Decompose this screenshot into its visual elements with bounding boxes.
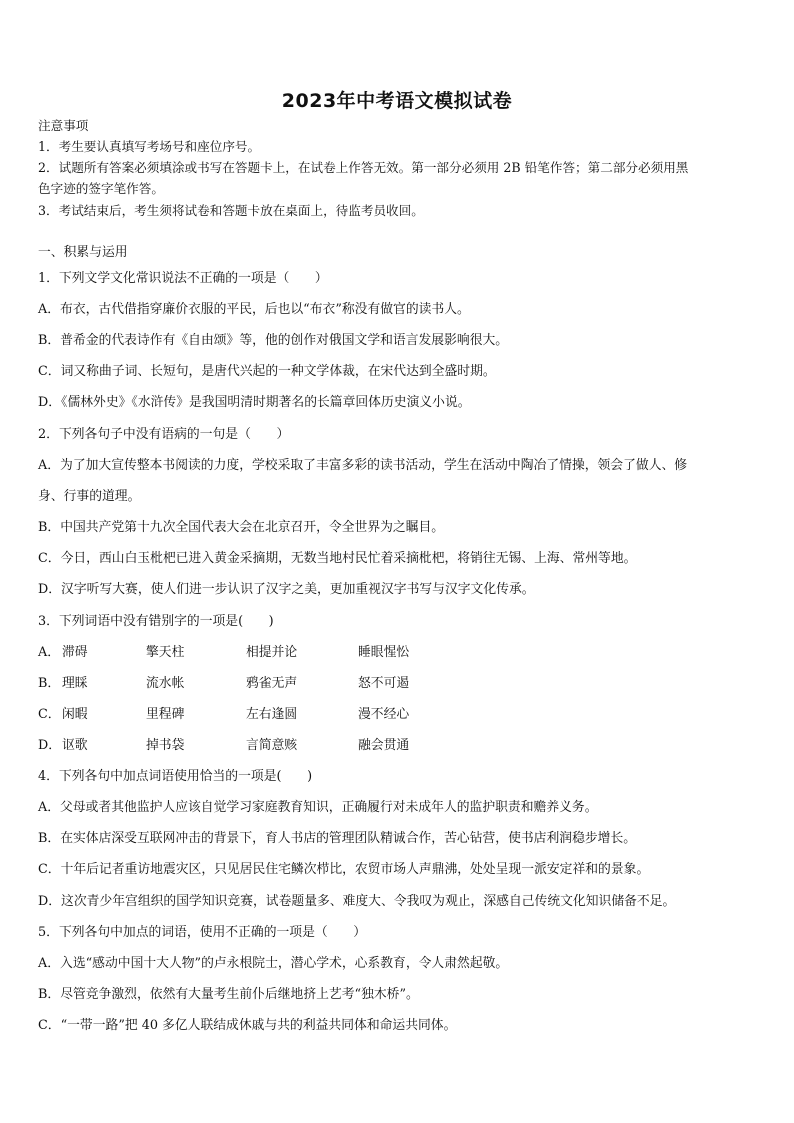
question-2-option-d: D．汉字听写大赛，使人们进一步认识了汉字之美，更加重视汉字书写与汉字文化传承。 (38, 582, 535, 597)
question-2-option-b: B．中国共产党第十九次全国代表大会在北京召开，令全世界为之瞩目。 (38, 520, 445, 535)
option-word: 滞碍 (62, 645, 88, 660)
question-1-option-a: A．布衣，古代借指穿廉价衣服的平民，后也以“布衣”称没有做官的读书人。 (38, 302, 470, 317)
notice-item: 1．考生要认真填写考场号和座位序号。 (38, 139, 261, 154)
question-3-stem: 3．下列词语中没有错别字的一项是( ) (38, 614, 274, 629)
question-1-option-d: D．《儒林外史》《水浒传》是我国明清时期著名的长篇章回体历史演义小说。 (38, 395, 471, 410)
question-5-stem: 5．下列各句中加点的词语，使用不正确的一项是（ ） (38, 925, 367, 940)
question-1-option-b: B．普希金的代表诗作有《自由颂》等，他的创作对俄国文学和语言发展影响很大。 (38, 333, 509, 348)
question-2-option-a: A．为了加大宣传整本书阅读的力度，学校采取了丰富多彩的读书活动，学生在活动中陶冶了情操，领会了做人、修 (38, 458, 688, 473)
question-1-option-c: C．词又称曲子词、长短句，是唐代兴起的一种文学体裁，在宋代达到全盛时期。 (38, 364, 496, 379)
option-word: 擎天柱 (146, 645, 185, 660)
option-label: C． (38, 707, 61, 722)
question-4-option-d: D．这次青少年宫组织的国学知识竞赛，试卷题量多、难度大、令我叹为观止，深感自己传统文化知识储备不足。 (38, 894, 676, 909)
exam-title: 2023年中考语文模拟试卷 (281, 90, 513, 112)
question-4-stem: 4．下列各句中加点词语使用恰当的一项是( ) (38, 769, 313, 784)
question-5-option-b: B．尽管竞争激烈，依然有大量考生前仆后继地挤上艺考“独木桥”。 (38, 987, 419, 1002)
option-word: 闲暇 (62, 707, 88, 722)
question-2-stem: 2．下列各句子中没有语病的一句是（ ） (38, 427, 290, 442)
option-word: 鸦雀无声 (246, 676, 298, 691)
option-word: 理睬 (62, 676, 88, 691)
notice-item: 2．试题所有答案必须填涂或书写在答题卡上，在试卷上作答无效。第一部分必须用 2B 铅笔作答；第二部分必须用黑 (38, 160, 689, 175)
question-4-option-c: C．十年后记者重访地震灾区，只见居民住宅鳞次栉比，农贸市场人声鼎沸，处处呈现一派安定祥和的景象。 (38, 862, 650, 877)
section-heading: 一、积累与运用 (38, 245, 128, 260)
option-word: 掉书袋 (146, 738, 185, 753)
notice-item: 3．考试结束后，考生须将试卷和答题卡放在桌面上，待监考员收回。 (38, 203, 424, 218)
notice-heading: 注意事项 (38, 118, 89, 133)
question-5-option-c: C．“一带一路”把 40 多亿人联结成休戚与共的利益共同体和命运共同体。 (38, 1018, 457, 1033)
option-label: D． (38, 738, 62, 753)
notice-item: 色字迹的签字笔作答。 (38, 181, 164, 196)
option-word: 漫不经心 (358, 707, 410, 722)
option-word: 睡眼惺忪 (358, 645, 410, 660)
option-word: 讴歌 (62, 738, 88, 753)
option-word: 相提并论 (246, 645, 298, 660)
question-4-option-a: A．父母或者其他监护人应该自觉学习家庭教育知识，正确履行对未成年人的监护职责和赡养义务。 (38, 800, 598, 815)
question-2-option-a-cont: 身、行事的道理。 (38, 489, 141, 504)
question-1-stem: 1．下列文学文化常识说法不正确的一项是（ ） (38, 271, 328, 286)
option-word: 怒不可遏 (358, 676, 410, 691)
question-2-option-c: C．今日，西山白玉枇杷已进入黄金采摘期，无数当地村民忙着采摘枇杷，将销往无锡、上海、常州等地。 (38, 551, 637, 566)
option-word: 融会贯通 (358, 738, 410, 753)
option-word: 左右逢圆 (246, 707, 298, 722)
question-4-option-b: B．在实体店深受互联网冲击的背景下，育人书店的管理团队精诚合作，苦心钻营，使书店利润稳步增长。 (38, 831, 637, 846)
option-word: 言简意赅 (246, 738, 298, 753)
option-label: B． (38, 676, 61, 691)
question-5-option-a: A．入选“感动中国十大人物”的卢永根院士，潜心学术，心系教育，令人肃然起敬。 (38, 956, 509, 971)
option-word: 里程碑 (146, 707, 185, 722)
option-label: A． (38, 645, 61, 660)
option-word: 流水帐 (146, 676, 185, 691)
